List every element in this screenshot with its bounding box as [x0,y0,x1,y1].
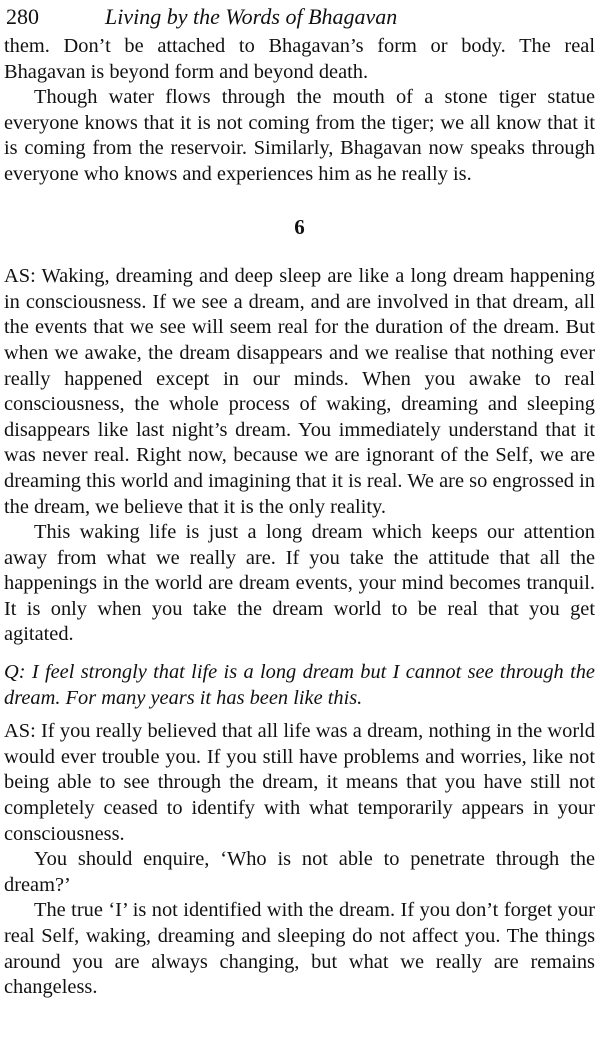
section-number: 6 [294,214,305,239]
paragraph: You should enquire, ‘Who is not able to penetrate through the dream?’ [4,848,595,896]
page-header [4,0,595,34]
paragraph: them. Don’t be attached to Bhagavan’s form or body. The real Bhagavan is beyond form and beyond death. [4,35,595,83]
paragraph: AS: If you really believed that all life was a dream, nothing in the world would ever trouble you. If you still have problems and worries, like not being able to see through the dream, it means that you have still not completely ceased to identify with what temporarily appears in your consciousness. [4,720,595,845]
paragraph: The true ‘I’ is not identified with the dream. If you don’t forget your real Self, waking, dreaming and sleeping do not affect you. The things around you are always changing, but what we really are remains changeless. [4,899,595,999]
paragraph: This waking life is just a long dream which keeps our attention away from what we really are. If you take the attitude that all the happenings in the world are dream events, your mind becomes tranquil. It is only when you take the dream world to be real that you get agitated. [4,521,595,646]
paragraph: AS: Waking, dreaming and deep sleep are like a long dream happening in consciousness. If we see a dream, and are involved in that dream, all the events that we see will seem real for the duration of the dream. But when we awake, the dream disappears and we realise that nothing ever really happened except in our minds. When you awake to real consciousness, the whole process of waking, dreaming and sleeping disappears like last night’s dream. You immediately understand that it was never real. Right now, because we are ignorant of the Self, we are dreaming this world and imagining that it is real. We are so engrossed in the dream, we believe that it is the only reality. [4,265,595,518]
page-number: 280 [6,4,39,29]
running-title: Living by the Words of Bhagavan [105,4,398,29]
paragraph: Though water flows through the mouth of a stone tiger statue everyone knows that it is not coming from the tiger; we all know that it is coming from the reservoir. Similarly, Bhagavan now speaks through everyone who knows and experiences him as he really is. [4,86,595,185]
body-text [4,34,595,1001]
question-paragraph: Q: I feel strongly that life is a long dream but I cannot see through the dream. For many years it has been like this. [4,661,595,709]
